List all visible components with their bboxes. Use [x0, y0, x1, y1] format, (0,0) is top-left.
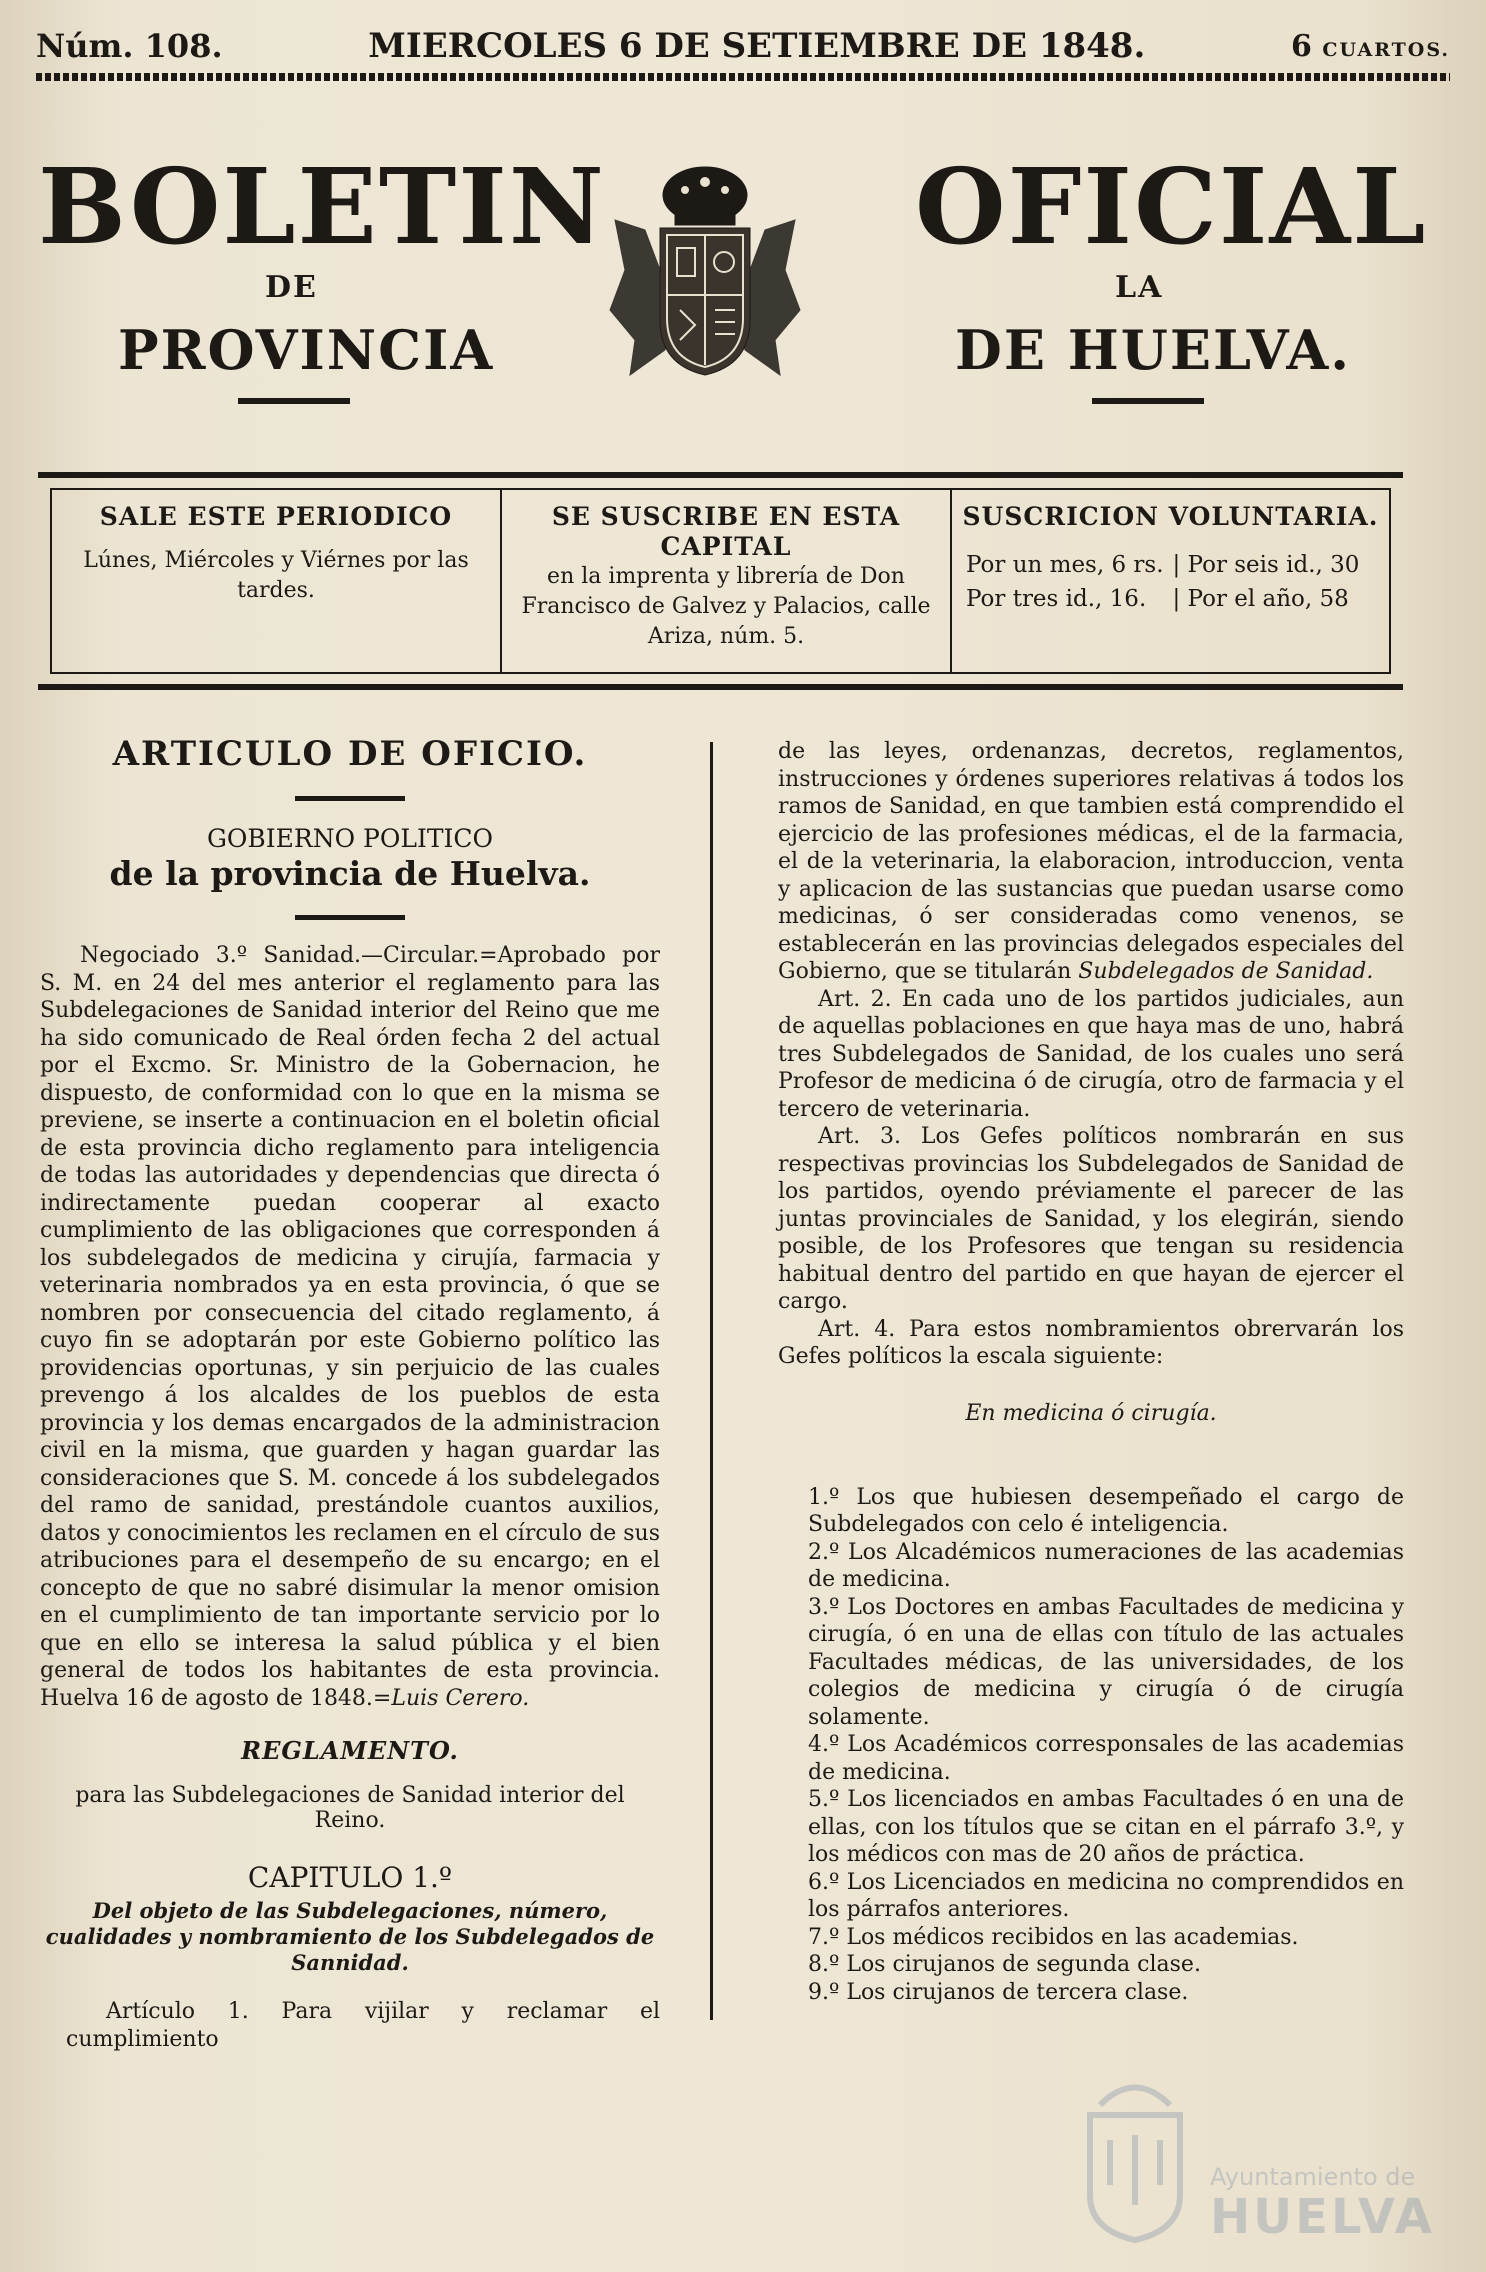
divider: [295, 915, 405, 920]
column-divider: [710, 742, 713, 2020]
rate-item: | Por seis id., 30: [1172, 552, 1360, 578]
regulation-title: REGLAMENTO.: [241, 1736, 459, 1765]
list-item: 1.º Los que hubiesen desempeñado el cargo de Subdelegados con celo é inteligencia.: [808, 1484, 1404, 1537]
watermark-line1: Ayuntamiento de: [1210, 2163, 1416, 2191]
publication-schedule: SALE ESTE PERIODICO Lúnes, Miércoles y Viérnes por las tardes.: [52, 490, 502, 672]
article-1: Artículo 1. Para vijilar y reclamar el cumplimiento: [66, 1999, 660, 2052]
article-4: Art. 4. Para estos nombramientos obrervarán los Gefes políticos la escala siguiente:: [778, 1316, 1404, 1369]
archive-watermark: [1070, 2065, 1435, 2250]
issue-date: MIERCOLES 6 DE SETIEMBRE DE 1848.: [368, 26, 1146, 66]
office-province: de la provincia de Huelva.: [109, 854, 591, 893]
regulation-subtitle: para las Subdelegaciones de Sanidad interior del Reino.: [75, 1783, 625, 1833]
issue-price: 6 CUARTOS.: [1291, 28, 1450, 64]
list-item: 9.º Los cirujanos de tercera clase.: [808, 1979, 1189, 2005]
city-crest-icon: [1070, 2065, 1200, 2245]
list-item: 4.º Los Académicos corresponsales de las academias de medicina.: [808, 1732, 1404, 1785]
article-2: Art. 2. En cada uno de los partidos judiciales, aun de aquellas poblaciones en que haya mas de uno, habrá tres Subdelegados de Sanidad, de los cuales uno será Profesor de medicina ó de cirugía, otro de farmacia y el tercero de veterinaria.: [778, 986, 1404, 1122]
article-1-continued: de las leyes, ordenanzas, decretos, reglamentos, instrucciones y órdenes superiores relativas á todos los ramos de Sanidad, en que tambien está comprendido el ejercicio de las profesiones médicas, el de la farmacia, el de la veterinaria, la elaboracion, introduccion, venta y aplicacion de las sustancias que puedan usarse como medicinas, ó ser consideradas como venenos, se establecerán en las provincias delegados especiales del Gobierno, que se titularán Subdelegados de Sanidad.: [778, 739, 1404, 984]
chapter-title: CAPITULO 1.º: [247, 1861, 453, 1894]
list-item: 7.º Los médicos recibidos en las academias.: [808, 1924, 1299, 1950]
list-subheading: En medicina ó cirugía.: [965, 1400, 1217, 1426]
section-title: ARTICULO DE OFICIO.: [112, 734, 588, 774]
right-column: [778, 738, 1404, 2006]
masthead-provincia: PROVINCIA: [118, 318, 495, 382]
masthead-de: DE: [265, 270, 318, 305]
office-name: GOBIERNO POLITICO: [206, 824, 494, 853]
list-item: 2.º Los Alcadémicos numeraciones de las academias de medicina.: [808, 1539, 1404, 1592]
rate-item: | Por el año, 58: [1172, 586, 1349, 612]
masthead-de-huelva: DE HUELVA.: [955, 318, 1352, 382]
list-item: 8.º Los cirujanos de segunda clase.: [808, 1952, 1201, 1977]
list-item: 3.º Los Doctores en ambas Facultades de medicina y cirugía, ó en una de ellas con título de las actuales Facultades médicas, de las universidades, de los colegios de medicina y cirugía ó de cirugía solamente.: [808, 1594, 1404, 1730]
chapter-description: Del objeto de las Subdelegaciones, número, cualidades y nombramiento de los Subdelegados de Sannidad.: [45, 1898, 655, 1975]
masthead-rule-right: [1092, 398, 1204, 404]
coat-of-arms-emblem: [605, 160, 805, 390]
article-3: Art. 3. Los Gefes políticos nombrarán en sus respectivas provincias los Subdelegados de Sanidad de los partidos, oyendo préviamente el parecer de las juntas provinciales de Sanidad, y los elegirán, siendo posible, de los Profesores que tengan su residencia habitual dentro del partido en que hayan de ejercer el cargo.: [778, 1124, 1404, 1314]
issue-header: [36, 26, 1450, 66]
rate-item: Por tres id., 16.: [966, 586, 1147, 612]
masthead-la: LA: [1115, 270, 1164, 305]
circular-text: Negociado 3.º Sanidad.—Circular.=Aprobado por S. M. en 24 del mes anterior el reglamento para las Subdelegaciones de Sanidad interior del Reino que me ha sido comunicado de Real órden fecha 2 del actual por el Excmo. Sr. Ministro de la Gobernacion, he dispuesto, de conformidad con lo que en la misma se previene, se inserte a continuacion en el boletin oficial de esta provincia dicho reglamento para inteligencia de todas las autoridades y dependencias que directa ó indirectamente puedan cooperar al exacto cumplimiento de las obligaciones que corresponden á los subdelegados de medicina y cirujía, farmacia y veterinaria nombrados ya en esta provincia, ó que se nombren por consecuencia del citado reglamento, á cuyo fin se adoptarán por este Gobierno político las providencias oportunas, y sin perjuicio de las cuales prevengo á los alcaldes de los pueblos de esta provincia y los demas encargados de la administracion civil en la misma, que guarden y hagan guardar las consideraciones que S. M. concede á los subdelegados del ramo de sanidad, prestándole cuantos auxilios, datos y conocimientos les reclamen en el círculo de sus atribuciones para el desempeño de su encargo; en el concepto de que no sabré disimular la menor omision en el cumplimiento de tan importante servicio por lo que en ello se interesa la salud pública y el bien general de todos los habitantes de esta provincia. Huelva 16 de agosto de 1848.=Luis Cerero.: [40, 943, 660, 1711]
signature: Luis Cerero.: [391, 1685, 530, 1711]
masthead-boletin: BOLETIN: [38, 145, 606, 268]
left-column: [40, 730, 660, 2053]
rate-item: Por un mes, 6 rs.: [966, 552, 1164, 578]
watermark-line2: HUELVA: [1210, 2189, 1435, 2245]
ranking-list: [778, 1484, 1404, 2007]
subscription-place: SE SUSCRIBE EN ESTA CAPITAL en la imprenta y librería de Don Francisco de Galvez y Palacios, calle Ariza, núm. 5.: [502, 490, 952, 672]
masthead-rule-left: [238, 398, 350, 404]
issue-number: Núm. 108.: [36, 27, 223, 65]
masthead-oficial: OFICIAL: [915, 145, 1428, 268]
subscription-rates: SUSCRICION VOLUNTARIA. Por un mes, 6 rs. | Por seis id., 30 Por tres id., 16. | Por el año, 58: [952, 490, 1389, 672]
subscription-info-box: [38, 472, 1403, 690]
divider: [295, 796, 405, 801]
list-item: 5.º Los licenciados en ambas Facultades ó en una de ellas, con los títulos que se citan en el párrafo 3.º, y los médicos con mas de 20 años de práctica.: [808, 1787, 1404, 1867]
ornamental-rule: [36, 73, 1450, 81]
list-item: 6.º Los Licenciados en medicina no comprendidos en los párrafos anteriores.: [808, 1869, 1404, 1922]
